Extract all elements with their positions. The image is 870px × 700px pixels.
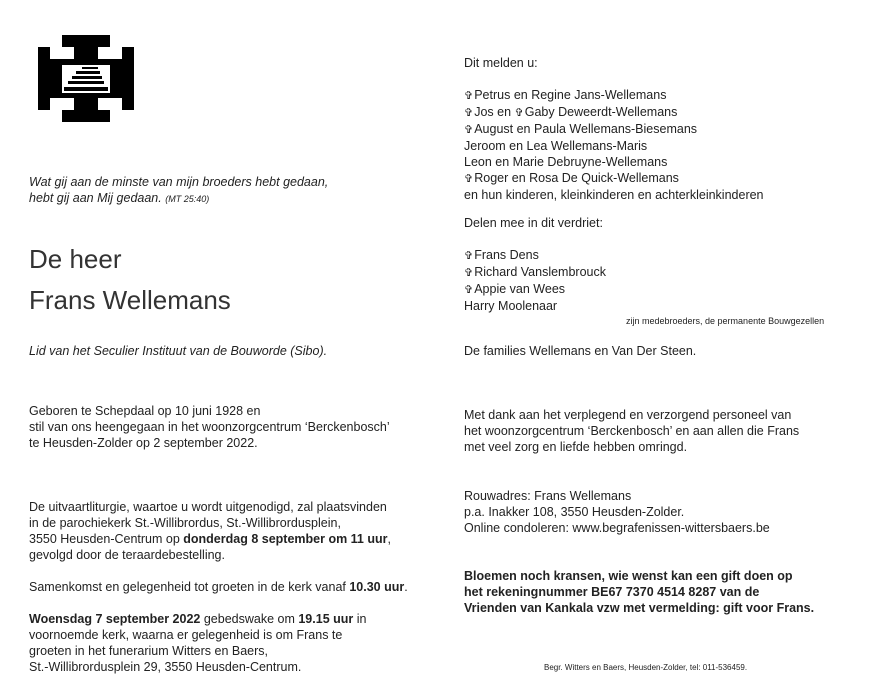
funeral-home-footer: Begr. Witters en Baers, Heusden-Zolder, tel: 011-536459. [544, 663, 748, 672]
gathering-text: . [404, 580, 408, 594]
families-line: De families Wellemans en Van Der Steen. [464, 344, 697, 358]
quote-line-2 [29, 190, 209, 207]
address-line: Rouwadres: Frans Wellemans [464, 489, 632, 503]
wake-line: groeten in het funerarium Witters en Baers, [29, 644, 269, 658]
thanks-line: Met dank aan het verplegend en verzorgend personeel van [464, 408, 792, 422]
sharing-name-text: Appie van Wees [474, 282, 566, 296]
cross-icon [464, 105, 474, 119]
wake-text: in [353, 612, 367, 626]
family-member-name: Jos en [474, 105, 515, 119]
funeral-text: 3550 Heusden-Centrum op [29, 532, 184, 546]
cross-icon [464, 122, 474, 136]
funeral-line: gevolgd door de teraardebestelling. [29, 548, 225, 562]
address-block [464, 488, 770, 536]
cross-icon [464, 265, 474, 279]
condolence-link[interactable]: Online condoleren: www.begrafenissen-wittersbaers.be [464, 521, 770, 535]
funeral-date: donderdag 8 september om 11 uur [183, 532, 388, 546]
honorific: De heer [29, 244, 122, 274]
thanks-line: met veel zorg en liefde hebben omringd. [464, 440, 688, 454]
sharing-name [464, 264, 606, 281]
family-intro: Dit melden u: [464, 56, 538, 70]
gathering-line [29, 579, 408, 595]
funeral-block [29, 499, 391, 563]
family-list [464, 87, 764, 203]
cross-icon [464, 171, 474, 185]
membership: Lid van het Seculier Instituut van de Bouworde (Sibo). [29, 344, 328, 358]
sharing-name [464, 281, 606, 298]
birth-line: Geboren te Schepdaal op 10 juni 1928 en [29, 404, 261, 418]
sharing-name [464, 247, 606, 264]
sharing-intro: Delen mee in dit verdriet: [464, 216, 603, 230]
thanks-block [464, 407, 799, 455]
birth-line: stil van ons heengegaan in het woonzorgcentrum ‘Berckenbosch’ [29, 420, 390, 434]
wake-line [29, 611, 366, 627]
family-member-name: Roger en Rosa De Quick-Wellemans [474, 171, 679, 185]
family-member: Leon en Marie Debruyne-Wellemans [464, 155, 668, 169]
wake-line: voornoemde kerk, waarna er gelegenheid is om Frans te [29, 628, 343, 642]
family-member: en hun kinderen, kleinkinderen en achterkleinkinderen [464, 188, 764, 202]
funeral-line: in de parochiekerk St.-Willibrordus, St.-Willibrordusplein, [29, 516, 341, 530]
cross-icon [464, 248, 474, 262]
address-line: p.a. Inakker 108, 3550 Heusden-Zolder. [464, 505, 685, 519]
wake-time: 19.15 uur [298, 612, 354, 626]
funeral-line: De uitvaartliturgie, waartoe u wordt uitgenodigd, zal plaatsvinden [29, 500, 387, 514]
sharing-name: Harry Moolenaar [464, 299, 558, 313]
birth-block [29, 403, 390, 451]
cross-icon [515, 105, 525, 119]
family-member [464, 87, 764, 104]
quote-line-1: Wat gij aan de minste van mijn broeders hebt gedaan, [29, 175, 329, 189]
family-member-name: August en Paula Wellemans-Biesemans [474, 122, 698, 136]
family-member [464, 104, 764, 121]
wake-date: Woensdag 7 september 2022 [29, 612, 201, 626]
wake-line: St.-Willibrordusplein 29, 3550 Heusden-Centrum. [29, 660, 302, 674]
family-member-name: Petrus en Regine Jans-Wellemans [474, 88, 667, 102]
flowers-line: Vrienden van Kankala vzw met vermelding: gift voor Frans. [464, 601, 815, 615]
sharing-note: zijn medebroeders, de permanente Bouwgezellen [626, 316, 825, 326]
sharing-name-text: Frans Dens [474, 248, 539, 262]
bouworde-logo [38, 35, 134, 122]
gathering-text: Samenkomst en gelegenheid tot groeten in de kerk vanaf [29, 580, 350, 594]
funeral-text: , [387, 532, 391, 546]
wake-text: gebedswake om [200, 612, 299, 626]
family-member [464, 121, 764, 138]
wake-block [29, 611, 366, 675]
thanks-line: het woonzorgcentrum ‘Berckenbosch’ en aan allen die Frans [464, 424, 800, 438]
family-member: Jeroom en Lea Wellemans-Maris [464, 139, 648, 153]
flowers-line: Bloemen noch kransen, wie wenst kan een gift doen op [464, 569, 793, 583]
gathering-time: 10.30 uur [349, 580, 405, 594]
deceased-name: Frans Wellemans [29, 285, 231, 315]
birth-line: te Heusden-Zolder op 2 september 2022. [29, 436, 258, 450]
funeral-line [29, 531, 391, 547]
sharing-list [464, 247, 606, 314]
sharing-name-text: Richard Vanslembrouck [474, 265, 606, 279]
family-member-name: Gaby Deweerdt-Wellemans [524, 105, 678, 119]
flowers-block [464, 568, 814, 616]
family-member [464, 170, 764, 187]
cross-icon [464, 88, 474, 102]
flowers-line: het rekeningnummer BE67 7370 4514 8287 van de [464, 585, 760, 599]
quote-text: hebt gij aan Mij gedaan. [29, 191, 162, 205]
quote-reference: (MT 25:40) [165, 194, 210, 204]
cross-icon [464, 282, 474, 296]
